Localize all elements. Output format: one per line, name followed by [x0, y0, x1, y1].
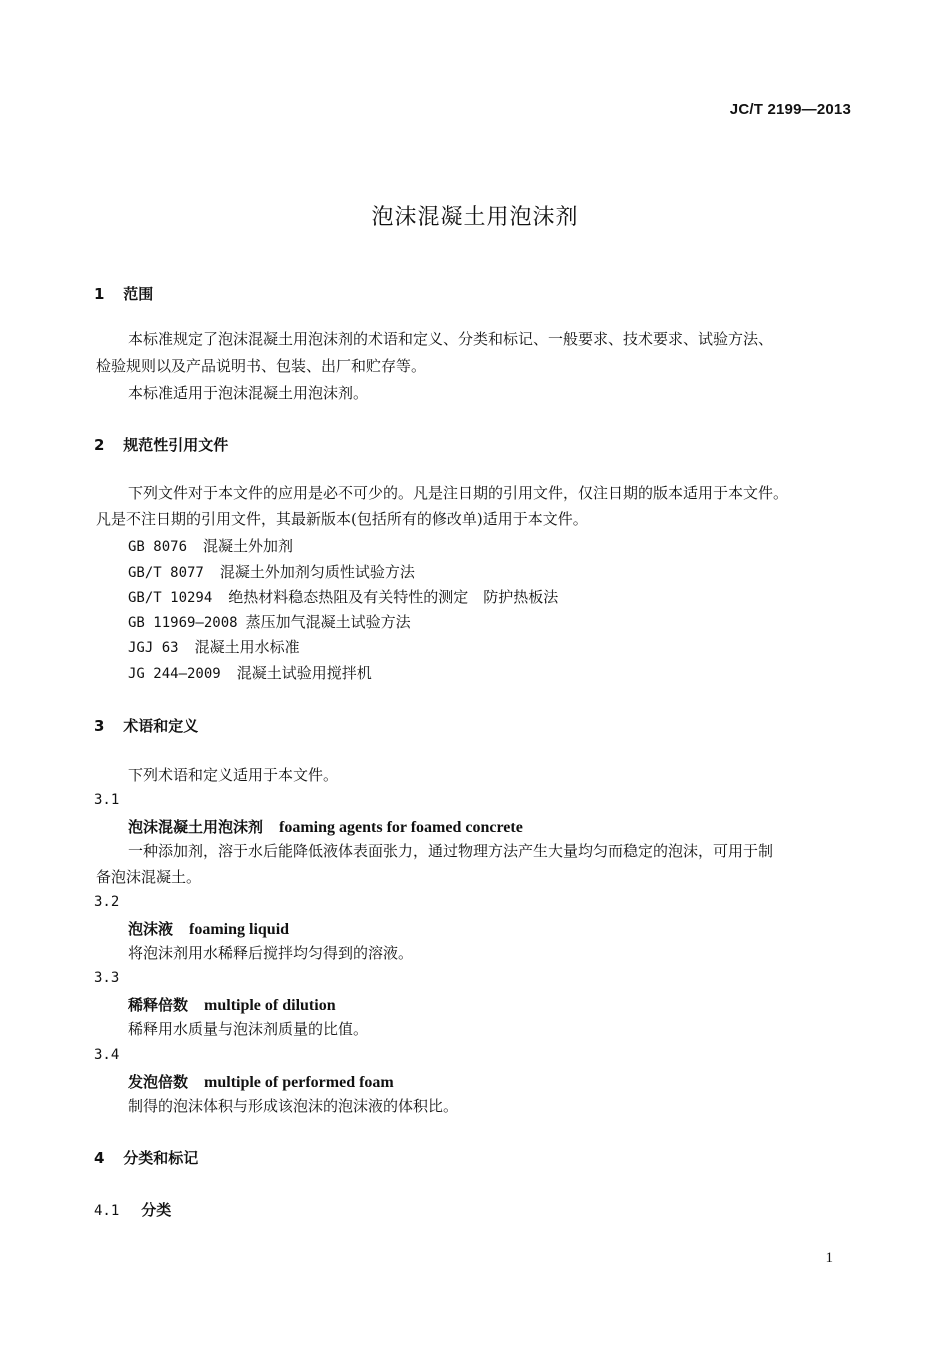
reference-title: 混凝土用水标准: [194, 638, 300, 656]
clause-number: 3.4: [94, 1047, 120, 1063]
term-definition: 将泡沫剂用水稀释后搅拌均匀得到的溶液。: [128, 944, 414, 962]
section-2-intro-line-1: 下列文件对于本文件的应用是必不可少的。凡是注日期的引用文件，仅注日期的版本适用于本文件。: [128, 484, 789, 502]
term-definition-line-2: 备泡沫混凝土。: [96, 868, 202, 886]
reference-title: 混凝土外加剂匀质性试验方法: [219, 563, 415, 581]
reference-title: 混凝土外加剂: [203, 537, 294, 555]
clause-number: 3.2: [94, 894, 120, 910]
subsection-number: 4.1: [94, 1203, 120, 1219]
reference-item: [128, 586, 558, 607]
term-chinese: 泡沫混凝土用泡沫剂: [128, 818, 264, 836]
clause-number: 3.3: [94, 970, 120, 986]
term-entry: [128, 816, 523, 837]
term-entry: [128, 1071, 394, 1092]
subsection-title: 分类: [141, 1201, 172, 1219]
section-1-heading: [94, 283, 153, 304]
reference-item: [128, 535, 293, 556]
section-title: 范围: [123, 285, 154, 303]
term-english: foaming liquid: [189, 921, 290, 938]
reference-code: JGJ 63: [128, 640, 179, 656]
reference-code: GB 8076: [128, 539, 188, 555]
section-1-paragraph-1-line-2: 检验规则以及产品说明书、包装、出厂和贮存等。: [96, 357, 427, 375]
reference-item: [128, 611, 411, 632]
reference-title: 蒸压加气混凝土试验方法: [245, 613, 411, 631]
section-2-heading: [94, 434, 228, 455]
reference-code: JG 244—2009: [128, 666, 221, 682]
section-3-intro: 下列术语和定义适用于本文件。: [128, 766, 339, 784]
section-number: 3: [94, 717, 105, 735]
reference-title: 绝热材料稳态热阻及有关特性的测定 防护热板法: [228, 588, 559, 606]
page-title: 泡沫混凝土用泡沫剂: [371, 205, 579, 230]
section-title: 分类和标记: [123, 1149, 199, 1167]
term-chinese: 稀释倍数: [128, 996, 189, 1014]
term-definition-line-1: 一种添加剂，溶于水后能降低液体表面张力，通过物理方法产生大量均匀而稳定的泡沫，可用于制: [128, 842, 774, 860]
term-chinese: 发泡倍数: [128, 1073, 189, 1091]
page-number: 1: [825, 1250, 833, 1266]
term-english: multiple of performed foam: [204, 1074, 394, 1091]
document-code: JC/T 2199—2013: [729, 101, 851, 118]
section-1-paragraph-1-line-1: 本标准规定了泡沫混凝土用泡沫剂的术语和定义、分类和标记、一般要求、技术要求、试验方法、: [128, 330, 774, 348]
term-definition: 制得的泡沫体积与形成该泡沫的泡沫液的体积比。: [128, 1097, 459, 1115]
section-title: 术语和定义: [123, 717, 199, 735]
term-entry: [128, 994, 336, 1015]
reference-code: GB/T 8077: [128, 565, 204, 581]
section-3-heading: [94, 715, 198, 736]
term-entry: [128, 918, 289, 939]
term-english: foaming agents for foamed concrete: [279, 819, 523, 836]
section-number: 1: [94, 285, 105, 303]
clause-number: 3.1: [94, 792, 120, 808]
term-english: multiple of dilution: [204, 997, 336, 1014]
term-chinese: 泡沫液: [128, 920, 174, 938]
subsection-4-1-heading: [94, 1199, 171, 1220]
section-1-paragraph-2: 本标准适用于泡沫混凝土用泡沫剂。: [128, 384, 369, 402]
section-title: 规范性引用文件: [123, 436, 229, 454]
reference-item: [128, 636, 300, 657]
section-2-intro-line-2: 凡是不注日期的引用文件，其最新版本(包括所有的修改单)适用于本文件。: [96, 510, 588, 528]
reference-code: GB/T 10294: [128, 590, 213, 606]
reference-code: GB 11969—2008: [128, 615, 238, 631]
term-definition: 稀释用水质量与泡沫剂质量的比值。: [128, 1020, 369, 1038]
reference-item: [128, 662, 372, 683]
section-number: 2: [94, 436, 105, 454]
reference-item: [128, 561, 415, 582]
section-number: 4: [94, 1149, 105, 1167]
section-4-heading: [94, 1147, 198, 1168]
reference-title: 混凝土试验用搅拌机: [236, 664, 372, 682]
